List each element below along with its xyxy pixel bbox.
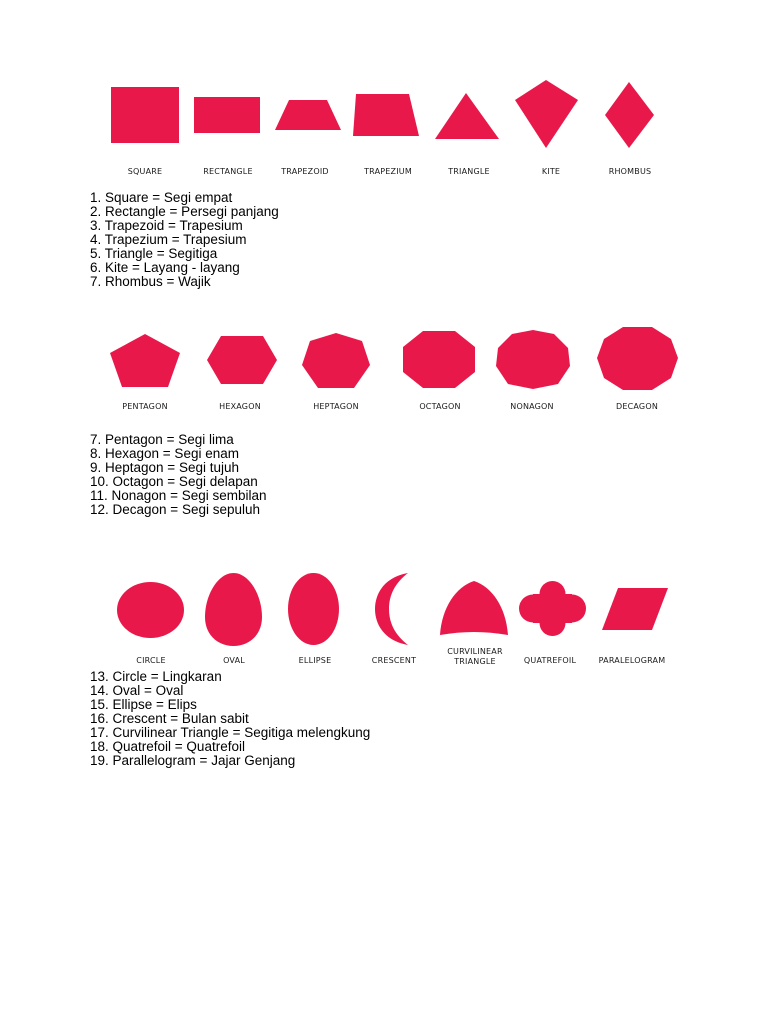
list-item: 17. Curvilinear Triangle = Segitiga melengkung — [90, 725, 371, 740]
circle-shape — [117, 582, 184, 638]
list-item: 8. Hexagon = Segi enam — [90, 446, 239, 461]
list-item: 9. Heptagon = Segi tujuh — [90, 460, 239, 475]
caption-kite: KITE — [541, 167, 561, 176]
caption-ellipse: ELLIPSE — [298, 656, 332, 665]
list-item: 11. Nonagon = Segi sembilan — [90, 488, 267, 503]
list-item: 1. Square = Segi empat — [90, 190, 233, 205]
caption-circle: CIRCLE — [136, 656, 166, 665]
rhombus-shape — [605, 82, 654, 148]
list-item: 6. Kite = Layang - layang — [90, 260, 240, 275]
list-item: 7. Pentagon = Segi lima — [90, 432, 234, 447]
caption-crescent: CRESCENT — [371, 656, 417, 665]
caption-hexagon: HEXAGON — [219, 402, 261, 411]
nonagon-shape — [496, 330, 570, 389]
square-shape — [111, 87, 179, 143]
list-item: 18. Quatrefoil = Quatrefoil — [90, 739, 245, 754]
caption-decagon: DECAGON — [615, 402, 659, 411]
list-item: 5. Triangle = Segitiga — [90, 246, 218, 261]
heptagon-shape — [302, 333, 370, 388]
caption-paralelogram: PARALELOGRAM — [598, 656, 666, 665]
shape-translation-list-1 — [90, 191, 279, 289]
list-item: 14. Oval = Oval — [90, 683, 184, 698]
list-item: 10. Octagon = Segi delapan — [90, 474, 258, 489]
kite-shape — [515, 80, 578, 148]
caption-curvilinear: CURVILINEAR — [447, 647, 503, 656]
list-item: 3. Trapezoid = Trapesium — [90, 218, 243, 233]
hexagon-shape — [207, 336, 277, 384]
list-item: 15. Ellipse = Elips — [90, 697, 197, 712]
caption-heptagon: HEPTAGON — [313, 402, 359, 411]
caption-rhombus: RHOMBUS — [608, 167, 652, 176]
octagon-shape — [403, 331, 475, 388]
decagon-shape — [597, 327, 678, 390]
crescent-shape — [375, 573, 409, 645]
caption-trapezium: TRAPEZIUM — [364, 167, 412, 176]
parallelogram-shape — [602, 588, 668, 630]
list-item: 12. Decagon = Segi sepuluh — [90, 502, 261, 517]
oval-shape — [205, 573, 262, 646]
shape-translation-list-2 — [90, 433, 267, 517]
ellipse-shape — [288, 573, 339, 645]
quatrefoil-shape — [519, 581, 586, 636]
list-item: 13. Circle = Lingkaran — [90, 669, 222, 684]
shape-translation-list-3 — [90, 670, 370, 768]
trapezium-shape — [353, 94, 419, 136]
caption-octagon: OCTAGON — [419, 402, 461, 411]
rectangle-shape — [194, 97, 260, 133]
caption-quatrefoil: QUATREFOIL — [523, 656, 577, 665]
trapezoid-shape — [275, 100, 341, 130]
list-item: 7. Rhombus = Wajik — [90, 274, 211, 289]
caption-pentagon: PENTAGON — [122, 402, 168, 411]
list-item: 16. Crescent = Bulan sabit — [90, 711, 249, 726]
caption-trapezoid: TRAPEZOID — [281, 167, 329, 176]
caption-square: SQUARE — [127, 167, 163, 176]
caption-nonagon: NONAGON — [510, 402, 554, 411]
list-item: 19. Parallelogram = Jajar Genjang — [90, 753, 296, 768]
caption-triangle: TRIANGLE — [448, 167, 490, 176]
triangle-shape — [435, 93, 499, 139]
caption-curvilinear-triangle: TRIANGLE — [454, 657, 496, 666]
list-item: 2. Rectangle = Persegi panjang — [90, 204, 279, 219]
list-item: 4. Trapezium = Trapesium — [90, 232, 247, 247]
caption-rectangle: RECTANGLE — [203, 167, 253, 176]
caption-oval: OVAL — [223, 656, 245, 665]
curvilinear-triangle-shape — [440, 581, 508, 635]
pentagon-shape — [110, 334, 180, 387]
